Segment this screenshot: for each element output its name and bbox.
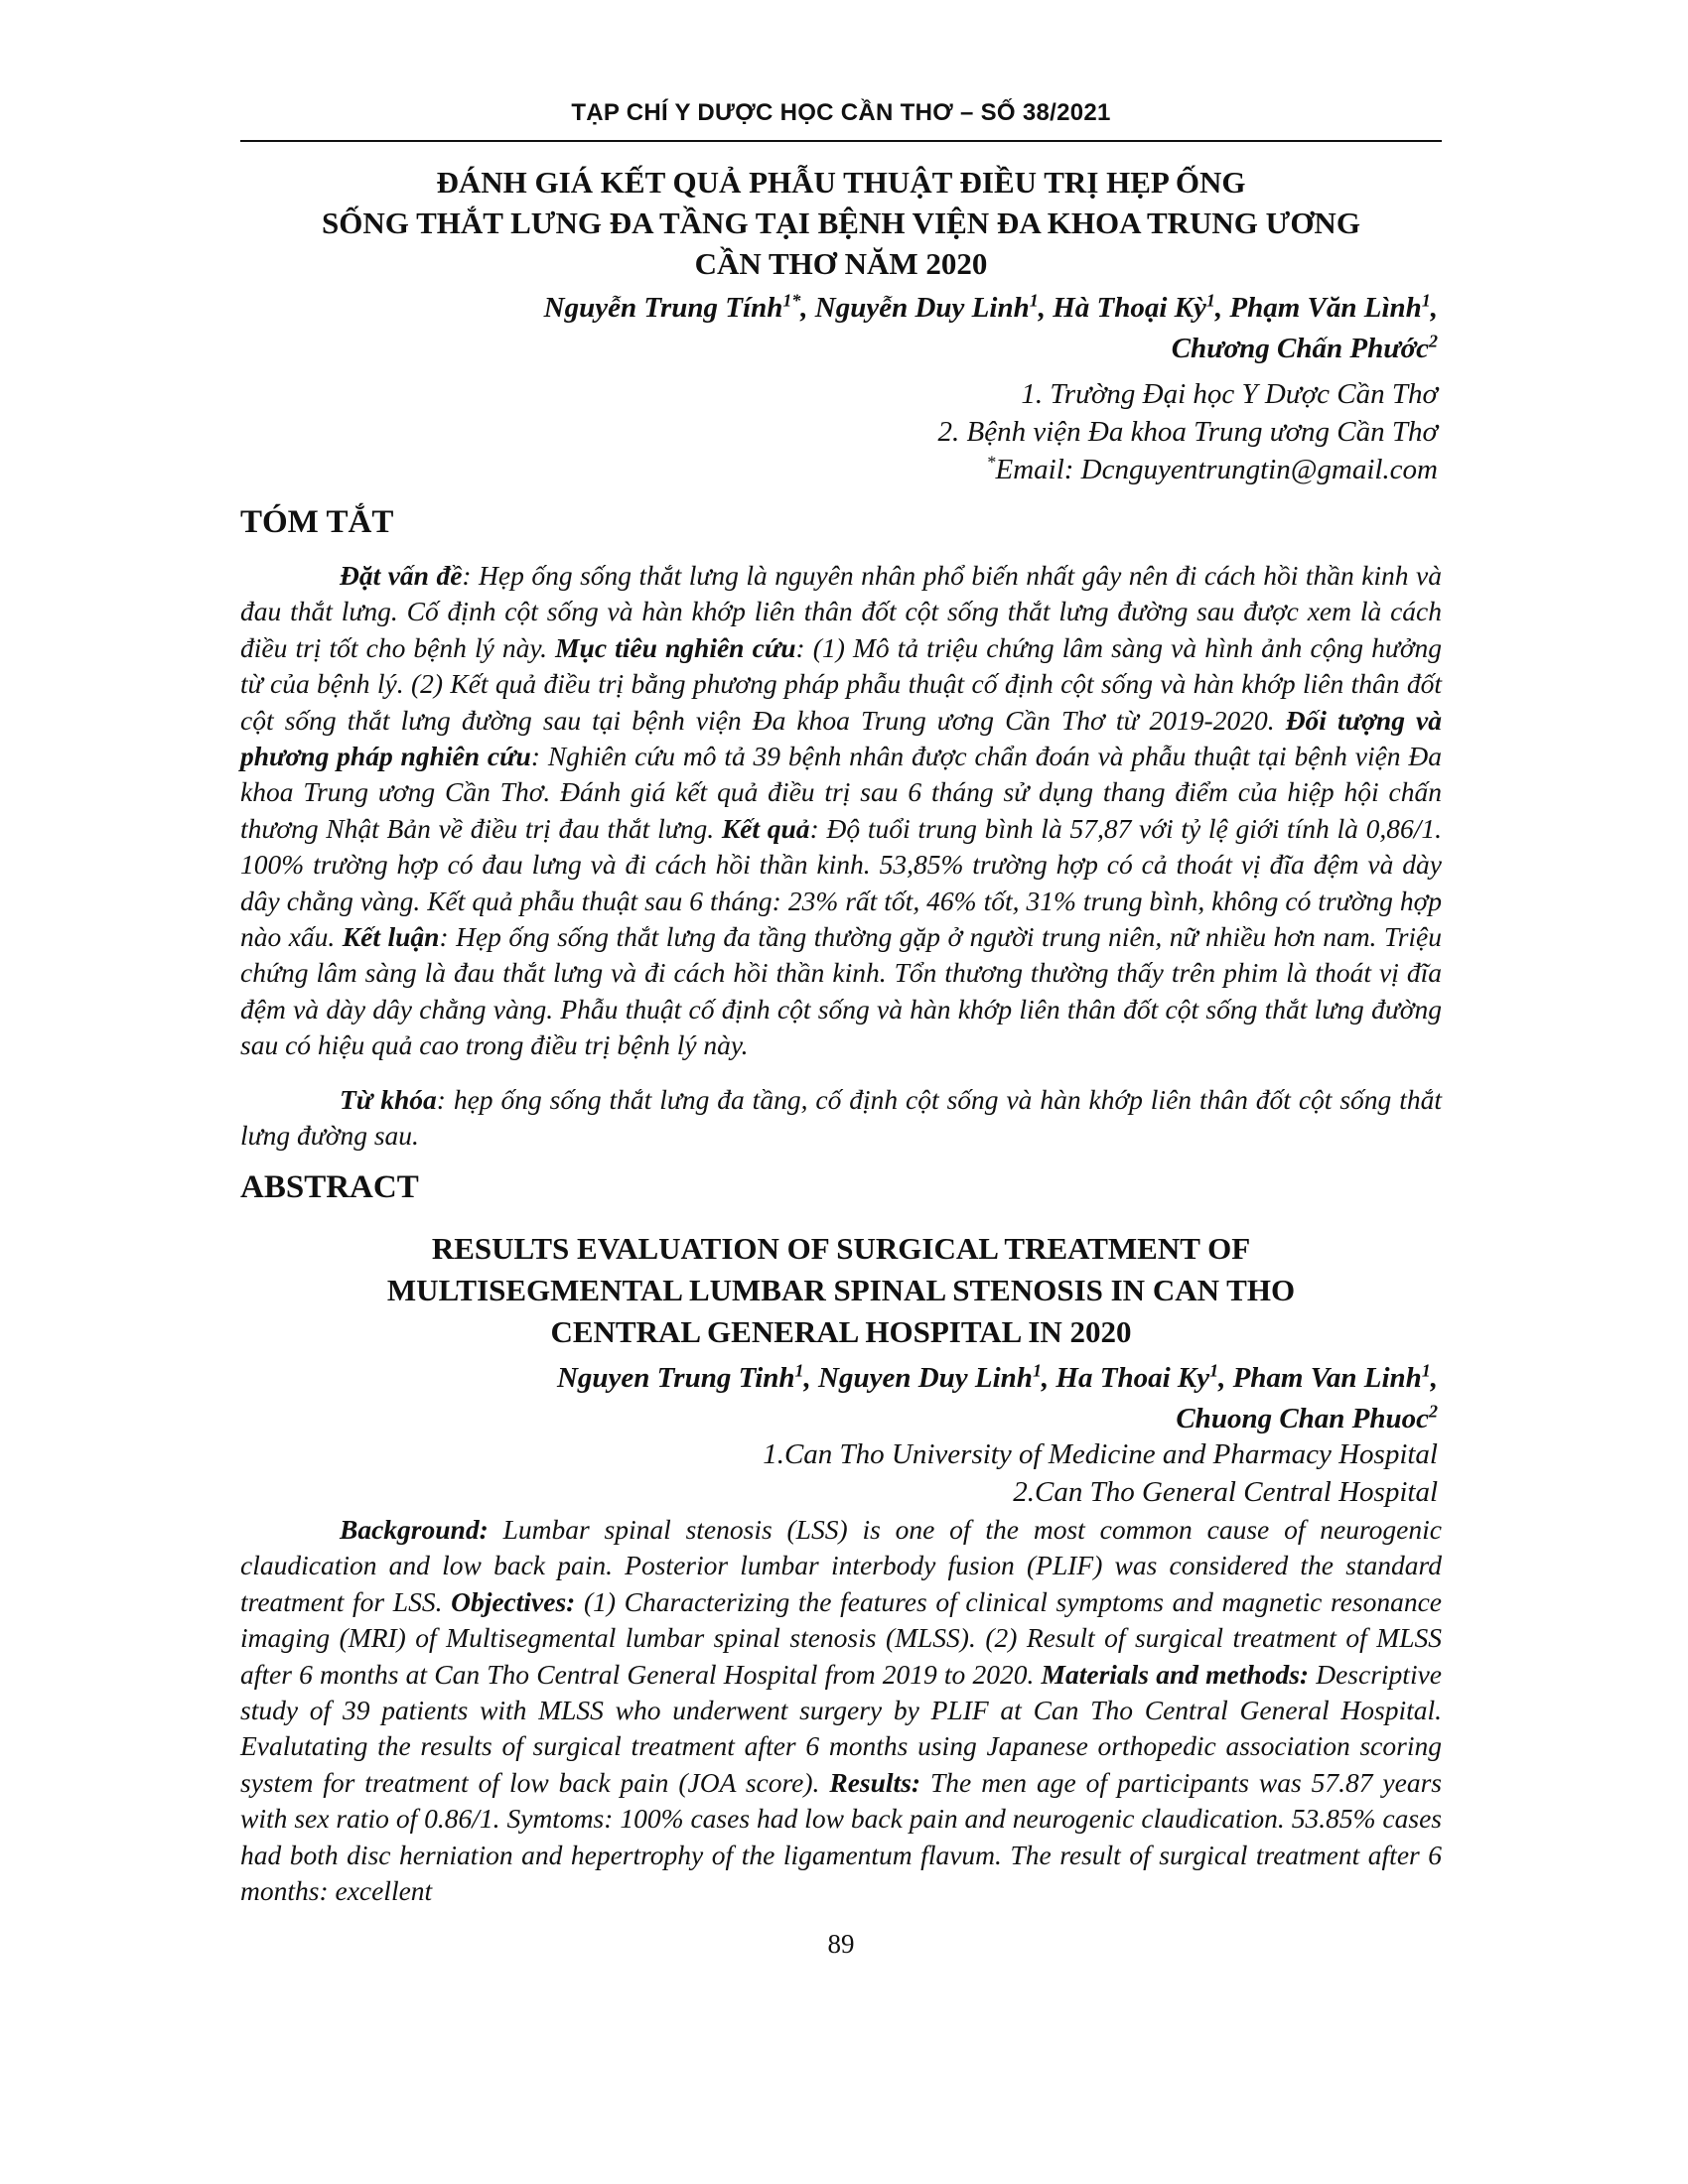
author-sup: 1 [1205, 290, 1215, 311]
author-sep: , [1430, 292, 1438, 324]
author-sep: , [1041, 1362, 1056, 1394]
author-name: Nguyen Duy Linh [818, 1362, 1033, 1394]
vi-title-line: ĐÁNH GIÁ KẾT QUẢ PHẪU THUẬT ĐIỀU TRỊ HẸP ỐNG [436, 165, 1246, 200]
author-sup: 1* [782, 290, 801, 311]
author-sup: 1 [1421, 290, 1431, 311]
author-sep: , [1218, 1362, 1233, 1394]
label-methods: Đối tượng và phương pháp nghiên cứu [240, 704, 1442, 772]
email-line [937, 451, 1438, 488]
author-sep: , [1430, 1362, 1438, 1394]
label-conclusion: Kết luận [342, 921, 440, 953]
page-number: 89 [827, 1929, 855, 1959]
en-title-line: RESULTS EVALUATION OF SURGICAL TREATMENT OF [431, 1231, 1251, 1266]
vi-summary-paragraph [240, 558, 1442, 1064]
affiliation: 1.Can Tho University of Medicine and Pharmacy Hospital [763, 1438, 1438, 1470]
abstract-text: The men age of participants was 57.87 years with sex ratio of 0.86/1. Symtoms: 100% cases had low back pain and neurogenic claudication. 53.85% cases had both disc herniation and hepertrophy of the ligamentum flavum. The result of surgical treatment after 6 months: excellent [240, 1766, 1442, 1907]
author-sep: , [1214, 292, 1230, 324]
summary-text: : Độ tuổi trung bình là 57,87 với tỷ lệ giới tính là 0,86/1. 100% trường hợp có đau lưng và đi cách hồi thần kinh. 53,85% trường hợp có cả thoát vị đĩa đệm và dày dây chằng vàng. Kết quả phẫu thuật sau 6 tháng: 23% rất tốt, 46% tốt, 31% trung bình, không có trường hợp nào xấu. [240, 812, 1443, 953]
vi-title-line: CẦN THƠ NĂM 2020 [694, 246, 988, 281]
abstract-text: Lumbar spinal stenosis (LSS) is one of the most common cause of neurogenic claudication and low back pain. Posterior lumbar interbody fusion (PLIF) was considered the standard treatment for LSS. [240, 1514, 1442, 1617]
vi-authors-line-2 [544, 329, 1438, 369]
en-authors-line-2 [557, 1399, 1438, 1439]
summary-text: : (1) Mô tả triệu chứng lâm sàng và hình ảnh cộng hưởng từ của bệnh lý. (2) Kết quả điều trị bằng phương pháp phẫu thuật cố định cột sống và hàn khớp liên thân đốt cột sống thắt lưng đường sau tại bệnh viện Đa khoa Trung ương Cần Thơ từ 2019-2020. [240, 631, 1442, 736]
author-name: Nguyễn Trung Tính [543, 292, 783, 324]
label-background: Đặt vấn đề [340, 560, 463, 591]
en-affiliations [763, 1435, 1438, 1511]
affiliation: 1. Trường Đại học Y Dược Cần Thơ [1021, 378, 1438, 410]
abstract-text: (1) Characterizing the features of clinical symptoms and magnetic resonance imaging (MRI) of Multisegmental lumbar spinal stenosis (MLSS). (2) Result of surgical treatment of MLSS after 6 months at Can Tho Central General Hospital from 2019 to 2020. [240, 1585, 1442, 1690]
author-sup: 2 [1429, 331, 1438, 351]
author-name: Pham Van Linh [1232, 1362, 1422, 1394]
summary-heading: TÓM TẮT [240, 504, 394, 540]
label-results: Kết quả [721, 812, 810, 844]
author-sup: 1 [1032, 1360, 1042, 1381]
author-name: Nguyễn Duy Linh [814, 292, 1030, 324]
author-name: Nguyen Trung Tinh [556, 1362, 795, 1394]
author-sep: , [803, 1362, 819, 1394]
en-abstract [240, 1512, 1442, 1909]
author-name: Phạm Văn Lình [1229, 292, 1422, 324]
label-keywords: Từ khóa [340, 1084, 437, 1115]
author-sup: 1 [1209, 1360, 1219, 1381]
en-authors-line-1 [557, 1358, 1438, 1399]
vi-authors [544, 288, 1438, 369]
author-sup: 1 [1029, 290, 1039, 311]
vi-authors-line-1 [544, 288, 1438, 329]
vi-keywords [240, 1082, 1442, 1155]
author-name: Chương Chấn Phước [1171, 333, 1430, 364]
summary-text: : Nghiên cứu mô tả 39 bệnh nhân được chẩn đoán và phẫu thuật tại bệnh viện Đa khoa Trung ương Cần Thơ. Đánh giá kết quả điều trị sau 6 tháng sử dụng thang điểm của hiệp hội chấn thương Nhật Bản về điều trị đau thắt lưng. [240, 741, 1442, 844]
email-sup: * [986, 452, 996, 473]
vi-summary [240, 558, 1442, 1064]
abstract-heading: ABSTRACT [240, 1169, 419, 1205]
label-methods: Materials and methods: [1041, 1658, 1310, 1690]
label-results: Results: [829, 1766, 921, 1798]
abstract-text: Descriptive study of 39 patients with MLSS who underwent surgery by PLIF at Can Tho Central General Hospital. Evalutating the results of surgical treatment after 6 months using Japanese orthopedic association scoring system for treatment of low back pain (JOA score). [240, 1658, 1442, 1798]
en-title-line: CENTRAL GENERAL HOSPITAL IN 2020 [550, 1314, 1132, 1349]
label-objectives: Mục tiêu nghiên cứu [555, 631, 796, 663]
keywords-paragraph [240, 1082, 1442, 1155]
author-sup: 1 [1421, 1360, 1431, 1381]
summary-text: : Hẹp ống sống thắt lưng đa tầng thường gặp ở người trung niên, nữ nhiều hơn nam. Triệu chứng lâm sàng là đau thắt lưng và đi cách hồi thần kinh. Tổn thương thường thấy trên phim là thoát vị đĩa đệm và dày dây chằng vàng. Phẫu thuật cố định cột sống và hàn khớp liên thân đốt cột sống thắt lưng đường sau có hiệu quả cao trong điều trị bệnh lý này. [240, 921, 1442, 1061]
author-name: Ha Thoai Ky [1055, 1362, 1210, 1394]
author-name: Chuong Chan Phuoc [1176, 1403, 1430, 1434]
affiliation: 2. Bệnh viện Đa khoa Trung ương Cần Thơ [937, 416, 1438, 448]
label-objectives: Objectives: [451, 1585, 576, 1617]
author-sep: , [1038, 292, 1054, 324]
journal-header: TẠP CHÍ Y DƯỢC HỌC CẦN THƠ – SỐ 38/2021 [571, 99, 1111, 126]
author-name: Hà Thoại Kỳ [1053, 292, 1206, 324]
header-rule [240, 140, 1442, 142]
label-background: Background: [340, 1514, 489, 1545]
author-sup: 1 [794, 1360, 804, 1381]
en-abstract-paragraph [240, 1512, 1442, 1909]
en-title [240, 1228, 1442, 1353]
en-authors [557, 1358, 1438, 1439]
vi-affiliations [937, 375, 1438, 488]
email-address: Email: Dcnguyentrungtin@gmail.com [995, 454, 1438, 485]
affiliation: 2.Can Tho General Central Hospital [1013, 1476, 1438, 1508]
en-title-line: MULTISEGMENTAL LUMBAR SPINAL STENOSIS IN CAN THO [386, 1273, 1296, 1307]
vi-title-line: SỐNG THẮT LƯNG ĐA TẦNG TẠI BỆNH VIỆN ĐA KHOA TRUNG ƯƠNG [322, 205, 1360, 240]
author-sup: 2 [1429, 1401, 1438, 1422]
keywords-text: : hẹp ống sống thắt lưng đa tầng, cố định cột sống và hàn khớp liên thân đốt cột sống thắt lưng đường sau. [240, 1084, 1442, 1152]
author-sep: , [800, 292, 815, 324]
vi-title [240, 162, 1442, 284]
summary-text: : Hẹp ống sống thắt lưng là nguyên nhân phổ biến nhất gây nên đi cách hồi thần kinh và đau thắt lưng. Cố định cột sống và hàn khớp liên thân đốt cột sống thắt lưng đường sau được xem là cách điều trị tốt cho bệnh lý này. [240, 560, 1442, 663]
